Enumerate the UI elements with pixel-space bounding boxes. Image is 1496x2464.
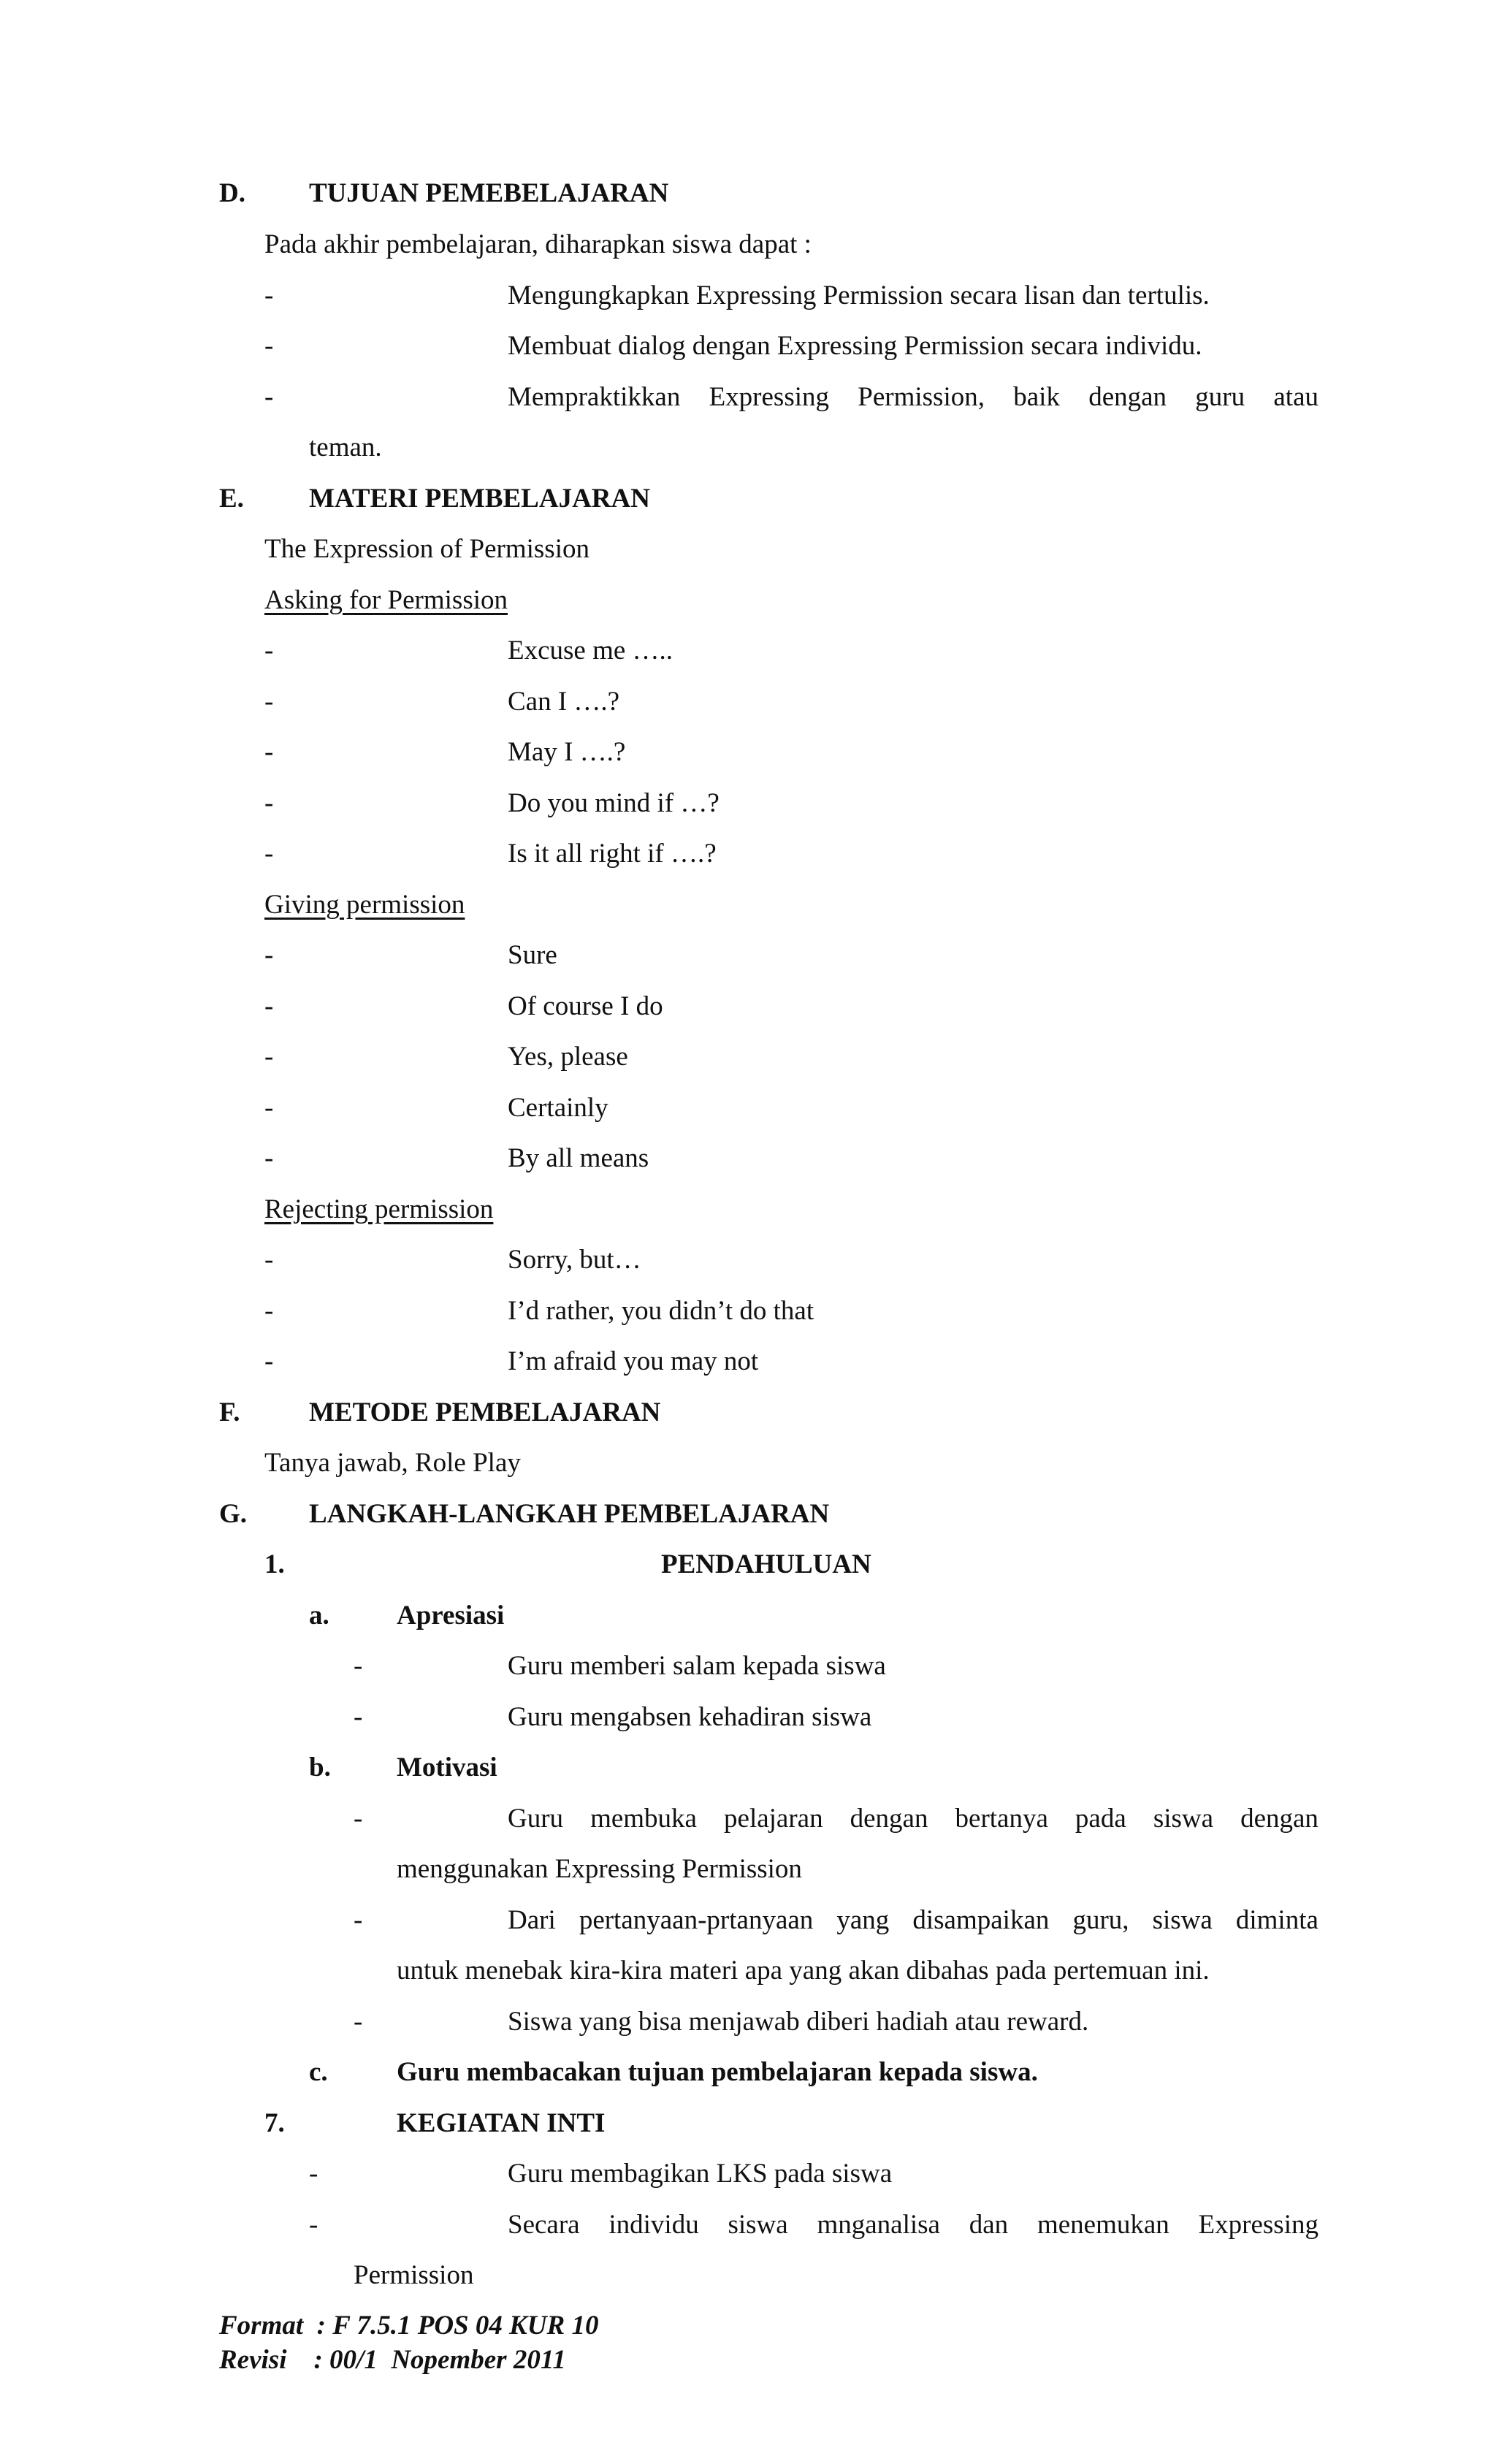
word: disampaikan (912, 1905, 1050, 1935)
word: pada (1075, 1804, 1126, 1834)
bullet-dash: - (264, 382, 274, 412)
list-item: Of course I do (508, 991, 663, 1021)
bullet-dash: - (264, 991, 274, 1021)
word: menemukan (1037, 2210, 1169, 2240)
word: membuka (590, 1804, 697, 1834)
bullet-dash: - (264, 1093, 274, 1123)
list-item: Yes, please (508, 1042, 628, 1072)
bullet-dash: - (309, 2159, 318, 2189)
list-item: Sorry, but… (508, 1245, 641, 1275)
list-item: Is it all right if ….? (508, 839, 717, 869)
step-number: 7. (264, 2108, 285, 2138)
bullet-dash: - (354, 1651, 363, 1681)
word: dengan (1088, 382, 1167, 412)
section-f-title: METODE PEMBELAJARAN (309, 1397, 661, 1427)
bullet-dash: - (264, 1245, 274, 1275)
bullet-dash: - (354, 2007, 363, 2037)
section-e-intro: The Expression of Permission (264, 534, 589, 564)
list-item-justified (508, 1803, 1318, 1835)
bullet-dash: - (309, 2210, 318, 2240)
section-e-title: MATERI PEMBELAJARAN (309, 484, 650, 514)
list-item: Guru mengabsen kehadiran siswa (508, 1702, 872, 1732)
section-e-letter: E. (219, 484, 244, 514)
list-item: Do you mind if …? (508, 788, 720, 818)
word: Mempraktikkan (508, 382, 681, 412)
step-number: 1. (264, 1549, 285, 1579)
word: siswa (728, 2210, 788, 2240)
list-item-continuation: teman. (309, 432, 382, 462)
list-item-continuation: menggunakan Expressing Permission (397, 1854, 802, 1884)
section-g-letter: G. (219, 1499, 248, 1529)
word: Dari (508, 1905, 556, 1935)
list-item: Sure (508, 940, 557, 970)
list-item: Certainly (508, 1093, 608, 1123)
list-item: Excuse me ….. (508, 636, 673, 665)
list-item-continuation: untuk menebak kira-kira materi apa yang akan dibahas pada pertemuan ini. (397, 1956, 1210, 1986)
section-d-title: TUJUAN PEMEBELAJARAN (309, 178, 669, 208)
section-f-text: Tanya jawab, Role Play (264, 1448, 521, 1478)
word: guru (1195, 382, 1245, 412)
sub-title: Guru membacakan tujuan pembelajaran kepada siswa. (397, 2057, 1038, 2087)
list-item: I’d rather, you didn’t do that (508, 1296, 814, 1326)
section-d-letter: D. (219, 178, 245, 208)
list-item: Guru memberi salam kepada siswa (508, 1651, 886, 1681)
word: Permission, (858, 382, 985, 412)
bullet-dash: - (264, 636, 274, 665)
list-item-justified (508, 2209, 1318, 2241)
bullet-dash: - (264, 331, 274, 361)
sub-letter: b. (309, 1752, 331, 1782)
word: diminta (1235, 1905, 1318, 1935)
word: Expressing (709, 382, 830, 412)
bullet-dash: - (354, 1702, 363, 1732)
footer-revisi: Revisi : 00/1 Nopember 2011 (219, 2345, 566, 2375)
word: Guru (508, 1804, 564, 1834)
sub-letter: c. (309, 2057, 328, 2087)
word: pelajaran (724, 1804, 823, 1834)
list-item: Mengungkapkan Expressing Permission secara lisan dan tertulis. (508, 281, 1210, 310)
word: Secara (508, 2210, 580, 2240)
word: yang (836, 1905, 890, 1935)
list-item: Siswa yang bisa menjawab diberi hadiah atau reward. (508, 2007, 1089, 2037)
list-item: May I ….? (508, 737, 626, 767)
step-title: KEGIATAN INTI (397, 2108, 606, 2138)
list-item: Membuat dialog dengan Expressing Permission secara individu. (508, 331, 1202, 361)
sub-letter: a. (309, 1601, 329, 1630)
word: siswa (1152, 1905, 1213, 1935)
bullet-dash: - (264, 940, 274, 970)
section-f-letter: F. (219, 1397, 240, 1427)
word: dan (969, 2210, 1009, 2240)
list-item-continuation: Permission (354, 2260, 474, 2290)
list-item: I’m afraid you may not (508, 1346, 759, 1376)
asking-heading: Asking for Permission (264, 585, 508, 615)
sub-title: Apresiasi (397, 1601, 505, 1630)
bullet-dash: - (264, 1143, 274, 1173)
word: individu (608, 2210, 699, 2240)
word: baik (1013, 382, 1060, 412)
word: Expressing (1198, 2210, 1318, 2240)
footer-format: Format : F 7.5.1 POS 04 KUR 10 (219, 2311, 599, 2341)
word: bertanya (955, 1804, 1048, 1834)
bullet-dash: - (264, 1346, 274, 1376)
sub-title: Motivasi (397, 1752, 497, 1782)
giving-heading: Giving permission (264, 890, 465, 920)
list-item: By all means (508, 1143, 649, 1173)
word: dengan (1240, 1804, 1318, 1834)
bullet-dash: - (264, 1042, 274, 1072)
bullet-dash: - (354, 1905, 363, 1935)
step-title: PENDAHULUAN (661, 1549, 871, 1579)
bullet-dash: - (264, 788, 274, 818)
bullet-dash: - (264, 737, 274, 767)
list-item-justified (508, 1904, 1318, 1937)
word: siswa (1153, 1804, 1214, 1834)
word: atau (1273, 382, 1318, 412)
rejecting-heading: Rejecting permission (264, 1194, 494, 1224)
bullet-dash: - (264, 687, 274, 717)
section-g-title: LANGKAH-LANGKAH PEMBELAJARAN (309, 1499, 830, 1529)
word: guru, (1072, 1905, 1129, 1935)
list-item: Guru membagikan LKS pada siswa (508, 2159, 893, 2189)
bullet-dash: - (354, 1804, 363, 1834)
bullet-dash: - (264, 1296, 274, 1326)
list-item: Can I ….? (508, 687, 620, 717)
bullet-dash: - (264, 839, 274, 869)
section-d-intro: Pada akhir pembelajaran, diharapkan siswa dapat : (264, 229, 812, 259)
list-item-justified (508, 381, 1318, 413)
word: pertanyaan-prtanyaan (579, 1905, 814, 1935)
word: mnganalisa (817, 2210, 940, 2240)
word: dengan (850, 1804, 928, 1834)
bullet-dash: - (264, 281, 274, 310)
